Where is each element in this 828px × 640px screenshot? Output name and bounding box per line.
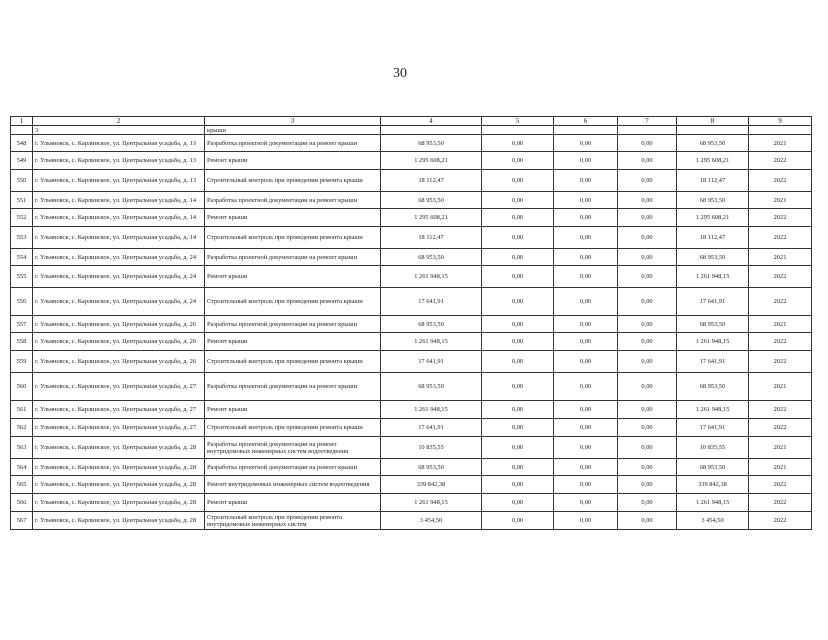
total-cell: 339 842,38 [677, 476, 749, 494]
continuation-work: крыши [205, 126, 381, 135]
amount-cell: 68 953,50 [381, 459, 482, 476]
address-cell: г. Ульяновск, с. Карлинское, ул. Центральная усадьба, д. 14 [33, 209, 205, 227]
amount-cell: 0,00 [482, 512, 554, 530]
amount-cell: 0,00 [618, 209, 677, 227]
amount-cell: 0,00 [554, 288, 618, 316]
year-cell: 2021 [749, 249, 812, 266]
address-cell: г. Ульяновск, с. Карлинское, ул. Центральная усадьба, д. 28 [33, 459, 205, 476]
table-row [11, 437, 812, 459]
row-number: 551 [11, 192, 33, 209]
amount-cell: 0,00 [618, 192, 677, 209]
amount-cell: 68 953,50 [381, 373, 482, 401]
total-cell: 68 953,50 [677, 135, 749, 152]
register-table [10, 116, 812, 530]
amount-cell: 0,00 [482, 192, 554, 209]
amount-cell: 0,00 [554, 459, 618, 476]
row-number: 566 [11, 494, 33, 512]
amount-cell: 0,00 [482, 170, 554, 192]
address-cell: г. Ульяновск, с. Карлинское, ул. Центральная усадьба, д. 28 [33, 437, 205, 459]
amount-cell: 0,00 [554, 494, 618, 512]
table-row [11, 170, 812, 192]
amount-cell: 0,00 [482, 288, 554, 316]
column-header: 1 [11, 117, 33, 126]
amount-cell: 0,00 [554, 266, 618, 288]
year-cell: 2022 [749, 209, 812, 227]
amount-cell: 0,00 [618, 401, 677, 419]
year-cell: 2022 [749, 419, 812, 437]
total-cell: 68 953,50 [677, 249, 749, 266]
address-cell: г. Ульяновск, с. Карлинское, ул. Центральная усадьба, д. 27 [33, 373, 205, 401]
address-cell: г. Ульяновск, с. Карлинское, ул. Центральная усадьба, д. 13 [33, 135, 205, 152]
amount-cell: 1 295 608,21 [381, 152, 482, 170]
table-row [11, 135, 812, 152]
work-type-cell: Ремонт внутридомовых инженерных систем водоотведения [205, 476, 381, 494]
total-cell: 68 953,50 [677, 459, 749, 476]
row-number: 564 [11, 459, 33, 476]
total-cell: 17 641,91 [677, 351, 749, 373]
amount-cell: 0,00 [482, 419, 554, 437]
work-type-cell: Разработка проектной документации на ремонт крыши [205, 135, 381, 152]
work-type-cell: Разработка проектной документации на ремонт крыши [205, 459, 381, 476]
amount-cell: 0,00 [618, 351, 677, 373]
work-type-cell: Ремонт крыши [205, 266, 381, 288]
amount-cell: 0,00 [554, 135, 618, 152]
total-cell: 1 261 948,15 [677, 266, 749, 288]
amount-cell: 0,00 [482, 401, 554, 419]
column-header: 6 [554, 117, 618, 126]
year-cell: 2022 [749, 494, 812, 512]
amount-cell: 0,00 [554, 419, 618, 437]
column-header: 5 [482, 117, 554, 126]
work-type-cell: Ремонт крыши [205, 209, 381, 227]
amount-cell: 0,00 [482, 152, 554, 170]
amount-cell: 68 953,50 [381, 316, 482, 333]
amount-cell: 0,00 [554, 209, 618, 227]
amount-cell: 0,00 [618, 266, 677, 288]
row-number: 558 [11, 333, 33, 351]
work-type-cell: Разработка проектной документации на ремонт крыши [205, 316, 381, 333]
amount-cell: 0,00 [618, 170, 677, 192]
work-type-cell: Ремонт крыши [205, 152, 381, 170]
amount-cell: 0,00 [482, 333, 554, 351]
table-row [11, 266, 812, 288]
table-row [11, 459, 812, 476]
work-type-cell: Разработка проектной документации на ремонт крыши [205, 373, 381, 401]
amount-cell: 0,00 [482, 437, 554, 459]
total-cell: 18 112,47 [677, 227, 749, 249]
address-cell: г. Ульяновск, с. Карлинское, ул. Центральная усадьба, д. 26 [33, 316, 205, 333]
row-number: 565 [11, 476, 33, 494]
amount-cell: 0,00 [482, 249, 554, 266]
year-cell: 2021 [749, 316, 812, 333]
amount-cell: 0,00 [482, 209, 554, 227]
table-row [11, 401, 812, 419]
amount-cell: 1 261 948,15 [381, 266, 482, 288]
amount-cell: 68 953,50 [381, 192, 482, 209]
amount-cell: 0,00 [618, 419, 677, 437]
year-cell: 2022 [749, 512, 812, 530]
amount-cell: 0,00 [554, 152, 618, 170]
row-number: 561 [11, 401, 33, 419]
row-number: 562 [11, 419, 33, 437]
amount-cell: 0,00 [554, 401, 618, 419]
address-cell: г. Ульяновск, с. Карлинское, ул. Центральная усадьба, д. 24 [33, 249, 205, 266]
amount-cell: 18 112,47 [381, 227, 482, 249]
table-row [11, 419, 812, 437]
amount-cell: 68 953,50 [381, 135, 482, 152]
table-row [11, 288, 812, 316]
amount-cell: 0,00 [618, 135, 677, 152]
column-header: 4 [381, 117, 482, 126]
row-number: 552 [11, 209, 33, 227]
address-cell: г. Ульяновск, с. Карлинское, ул. Центральная усадьба, д. 24 [33, 266, 205, 288]
table-row [11, 152, 812, 170]
table-row [11, 476, 812, 494]
amount-cell: 10 835,55 [381, 437, 482, 459]
amount-cell: 0,00 [554, 512, 618, 530]
amount-cell: 3 454,50 [381, 512, 482, 530]
total-cell: 17 641,91 [677, 419, 749, 437]
header-row [11, 117, 812, 126]
address-cell: г. Ульяновск, с. Карлинское, ул. Центральная усадьба, д. 13 [33, 170, 205, 192]
work-type-cell: Строительный контроль при проведении ремонта крыши [205, 170, 381, 192]
year-cell: 2022 [749, 333, 812, 351]
amount-cell: 339 842,38 [381, 476, 482, 494]
amount-cell: 0,00 [618, 288, 677, 316]
amount-cell: 0,00 [554, 227, 618, 249]
work-type-cell: Разработка проектной документации на ремонт крыши [205, 249, 381, 266]
amount-cell: 0,00 [554, 351, 618, 373]
amount-cell: 0,00 [482, 135, 554, 152]
row-number: 557 [11, 316, 33, 333]
address-cell: г. Ульяновск, с. Карлинское, ул. Центральная усадьба, д. 27 [33, 401, 205, 419]
total-cell: 68 953,50 [677, 373, 749, 401]
column-header: 2 [33, 117, 205, 126]
amount-cell: 0,00 [482, 227, 554, 249]
amount-cell: 0,00 [554, 316, 618, 333]
amount-cell: 18 112,47 [381, 170, 482, 192]
address-cell: г. Ульяновск, с. Карлинское, ул. Центральная усадьба, д. 14 [33, 227, 205, 249]
amount-cell: 0,00 [554, 249, 618, 266]
total-cell: 18 112,47 [677, 170, 749, 192]
amount-cell: 1 261 948,15 [381, 401, 482, 419]
row-number: 554 [11, 249, 33, 266]
address-cell: г. Ульяновск, с. Карлинское, ул. Центральная усадьба, д. 27 [33, 419, 205, 437]
amount-cell: 0,00 [618, 437, 677, 459]
work-type-cell: Ремонт крыши [205, 494, 381, 512]
work-type-cell: Строительный контроль при проведении ремонта крыши [205, 419, 381, 437]
amount-cell: 0,00 [618, 249, 677, 266]
address-cell: г. Ульяновск, с. Карлинское, ул. Центральная усадьба, д. 28 [33, 494, 205, 512]
row-number: 555 [11, 266, 33, 288]
work-type-cell: Строительный контроль при проведении ремонта крыши [205, 351, 381, 373]
amount-cell: 0,00 [482, 459, 554, 476]
row-number: 563 [11, 437, 33, 459]
row-number: 549 [11, 152, 33, 170]
total-cell: 1 261 948,15 [677, 494, 749, 512]
year-cell: 2022 [749, 351, 812, 373]
row-number: 550 [11, 170, 33, 192]
address-cell: г. Ульяновск, с. Карлинское, ул. Центральная усадьба, д. 24 [33, 288, 205, 316]
amount-cell: 17 641,91 [381, 351, 482, 373]
amount-cell: 0,00 [554, 476, 618, 494]
total-cell: 1 261 948,15 [677, 401, 749, 419]
amount-cell: 0,00 [554, 333, 618, 351]
amount-cell: 0,00 [618, 476, 677, 494]
total-cell: 3 454,50 [677, 512, 749, 530]
total-cell: 1 295 608,21 [677, 209, 749, 227]
amount-cell: 0,00 [554, 192, 618, 209]
amount-cell: 0,00 [482, 494, 554, 512]
amount-cell: 1 261 948,15 [381, 333, 482, 351]
amount-cell: 1 295 608,21 [381, 209, 482, 227]
year-cell: 2021 [749, 192, 812, 209]
amount-cell: 17 641,91 [381, 288, 482, 316]
column-header: 9 [749, 117, 812, 126]
work-type-cell: Строительный контроль при проведении ремонта внутридомовых инженерных систем [205, 512, 381, 530]
year-cell: 2022 [749, 170, 812, 192]
row-number: 560 [11, 373, 33, 401]
amount-cell: 0,00 [618, 152, 677, 170]
table-row [11, 192, 812, 209]
amount-cell: 0,00 [554, 373, 618, 401]
total-cell: 10 835,55 [677, 437, 749, 459]
year-cell: 2021 [749, 437, 812, 459]
table-row [11, 351, 812, 373]
amount-cell: 0,00 [482, 476, 554, 494]
column-header: 8 [677, 117, 749, 126]
address-cell: г. Ульяновск, с. Карлинское, ул. Центральная усадьба, д. 28 [33, 512, 205, 530]
continuation-address: 3 [33, 126, 205, 135]
address-cell: г. Ульяновск, с. Карлинское, ул. Центральная усадьба, д. 26 [33, 333, 205, 351]
year-cell: 2022 [749, 152, 812, 170]
amount-cell: 0,00 [618, 316, 677, 333]
year-cell: 2022 [749, 288, 812, 316]
amount-cell: 17 641,91 [381, 419, 482, 437]
address-cell: г. Ульяновск, с. Карлинское, ул. Центральная усадьба, д. 13 [33, 152, 205, 170]
total-cell: 17 641,91 [677, 288, 749, 316]
table-row [11, 333, 812, 351]
table-row [11, 227, 812, 249]
year-cell: 2022 [749, 476, 812, 494]
amount-cell: 0,00 [554, 437, 618, 459]
table-row [11, 373, 812, 401]
table-row [11, 316, 812, 333]
year-cell: 2021 [749, 135, 812, 152]
amount-cell: 0,00 [482, 316, 554, 333]
amount-cell: 0,00 [482, 373, 554, 401]
address-cell: г. Ульяновск, с. Карлинское, ул. Центральная усадьба, д. 28 [33, 476, 205, 494]
total-cell: 68 953,50 [677, 192, 749, 209]
total-cell: 68 953,50 [677, 316, 749, 333]
work-type-cell: Разработка проектной документации на ремонт внутридомовых инженерных систем водоотведения [205, 437, 381, 459]
column-header: 3 [205, 117, 381, 126]
amount-cell: 0,00 [618, 227, 677, 249]
row-number: 553 [11, 227, 33, 249]
table-row [11, 494, 812, 512]
continuation-row [11, 126, 812, 135]
amount-cell: 0,00 [618, 459, 677, 476]
row-number: 559 [11, 351, 33, 373]
work-type-cell: Строительный контроль при проведении ремонта крыши [205, 227, 381, 249]
address-cell: г. Ульяновск, с. Карлинское, ул. Центральная усадьба, д. 26 [33, 351, 205, 373]
year-cell: 2022 [749, 266, 812, 288]
amount-cell: 68 953,50 [381, 249, 482, 266]
amount-cell: 0,00 [618, 373, 677, 401]
work-type-cell: Ремонт крыши [205, 333, 381, 351]
table-row [11, 249, 812, 266]
amount-cell: 0,00 [618, 494, 677, 512]
work-type-cell: Ремонт крыши [205, 401, 381, 419]
total-cell: 1 261 948,15 [677, 333, 749, 351]
work-type-cell: Разработка проектной документации на ремонт крыши [205, 192, 381, 209]
amount-cell: 0,00 [482, 351, 554, 373]
total-cell: 1 295 608,21 [677, 152, 749, 170]
row-number: 548 [11, 135, 33, 152]
year-cell: 2021 [749, 373, 812, 401]
row-number: 556 [11, 288, 33, 316]
row-number: 567 [11, 512, 33, 530]
work-type-cell: Строительный контроль при проведении ремонта крыши [205, 288, 381, 316]
year-cell: 2022 [749, 227, 812, 249]
year-cell: 2022 [749, 401, 812, 419]
table-row [11, 209, 812, 227]
amount-cell: 1 261 948,15 [381, 494, 482, 512]
address-cell: г. Ульяновск, с. Карлинское, ул. Центральная усадьба, д. 14 [33, 192, 205, 209]
page-number: 30 [393, 66, 407, 81]
table-row [11, 512, 812, 530]
amount-cell: 0,00 [554, 170, 618, 192]
column-header: 7 [618, 117, 677, 126]
amount-cell: 0,00 [482, 266, 554, 288]
amount-cell: 0,00 [618, 512, 677, 530]
amount-cell: 0,00 [618, 333, 677, 351]
year-cell: 2021 [749, 459, 812, 476]
